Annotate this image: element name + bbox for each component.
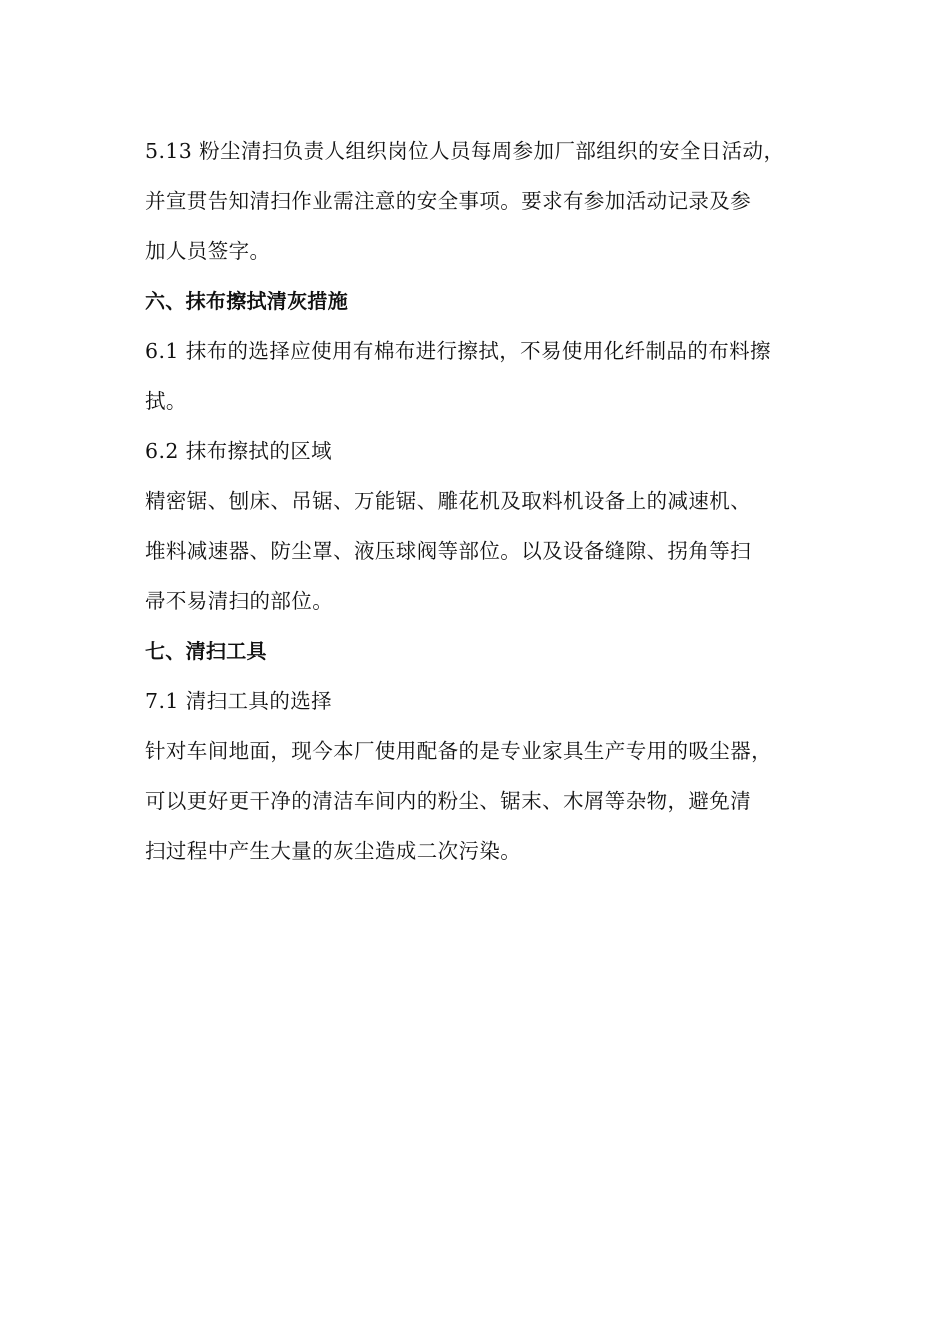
paragraph-6-2 [145,476,835,626]
paragraph-7-1 [145,726,835,876]
subsection-title-7-1 [145,676,835,726]
section-heading-7: 七、清扫工具 [145,639,267,663]
text-line: 并宣贯告知清扫作业需注意的安全事项。要求有参加活动记录及参 [145,189,752,213]
text-line: 6.1 抹布的选择应使用有棉布进行擦拭，不易使用化纤制品的布料擦 [145,339,771,363]
paragraph-6-1 [145,326,835,426]
text-line: 精密锯、刨床、吊锯、万能锯、雕花机及取料机设备上的减速机、 [145,489,752,513]
section-heading-6: 六、抹布擦拭清灰措施 [145,289,348,313]
paragraph-5-13 [145,126,835,276]
text-line: 堆料减速器、防尘罩、液压球阀等部位。以及设备缝隙、拐角等扫 [145,539,752,563]
text-line: 7.1 清扫工具的选择 [145,689,333,713]
text-line: 5.13 粉尘清扫负责人组织岗位人员每周参加厂部组织的安全日活动， [145,139,785,163]
document-body [145,126,835,876]
text-line: 帚不易清扫的部位。 [145,589,334,613]
text-line: 针对车间地面，现今本厂使用配备的是专业家具生产专用的吸尘器， [145,739,772,763]
text-line: 加人员签字。 [145,239,271,263]
text-line: 6.2 抹布擦拭的区域 [145,439,333,463]
text-line: 扫过程中产生大量的灰尘造成二次污染。 [145,839,522,863]
text-line: 拭。 [145,389,187,413]
subsection-title-6-2 [145,426,835,476]
text-line: 可以更好更干净的清洁车间内的粉尘、锯末、木屑等杂物，避免清 [145,789,752,813]
